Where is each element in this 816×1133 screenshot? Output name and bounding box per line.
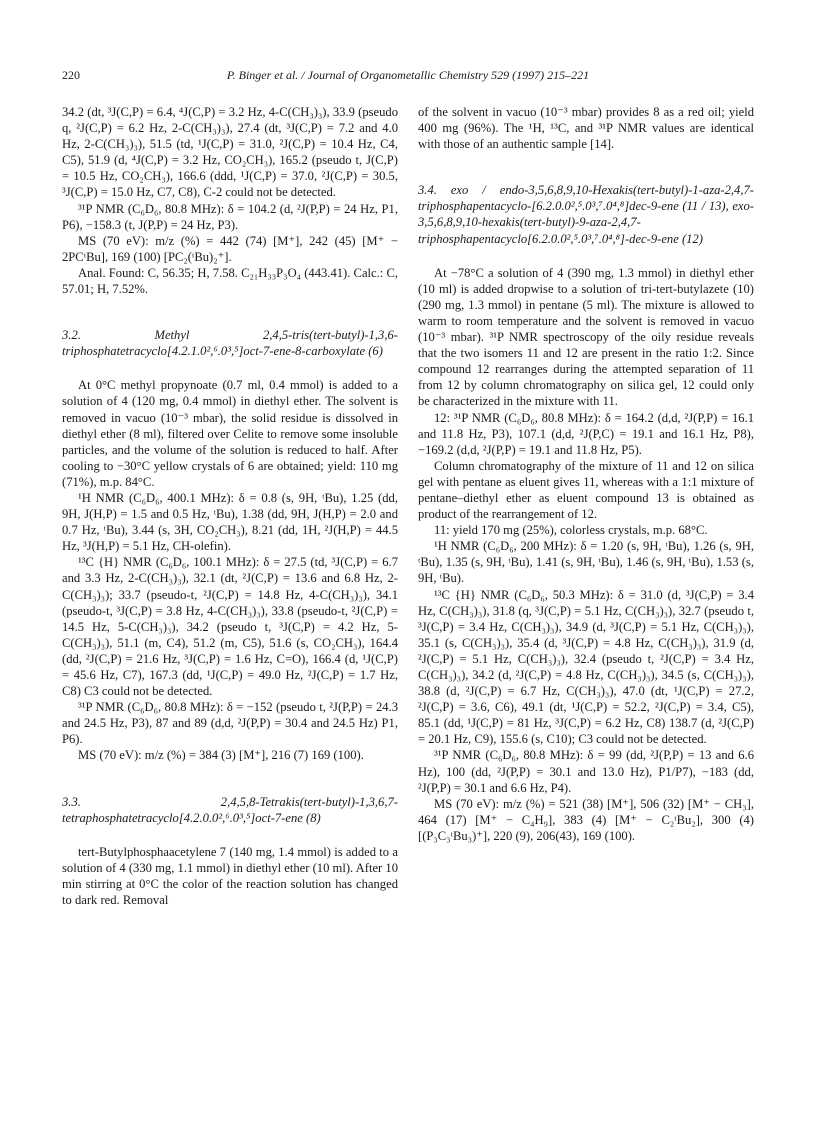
page-number: 220 [62,68,80,82]
paragraph: ³¹P NMR (C₆D₆, 80.8 MHz): δ = −152 (pseudo t, ²J(P,P) = 24.3 and 24.5 Hz, P3), 87 and 89 (d,d, ²J(P,P) = 30.4 and 24.5 Hz) P1, P6). [62,700,398,747]
paragraph: MS (70 eV): m/z (%) = 442 (74) [M⁺], 242 (45) [M⁺ − 2PCᵗBu], 169 (100) [PC₂(ᵗBu)₂⁺]. [62,233,398,264]
section-heading-3-2: 3.2. Methyl 2,4,5-tris(tert-butyl)-1,3,6-triphosphatetracyclo[4.2.1.0²,⁶.0³,⁵]oct-7-ene-8-carboxylate (6) [62,328,398,359]
paragraph: tert-Butylphosphaacetylene 7 (140 mg, 1.4 mmol) is added to a solution of 4 (330 mg, 1.1 mmol) in diethyl ether (10 ml). After 10 min stirring at 0°C the color of the reaction solution has changed to dark red. Removal [62,844,398,908]
paragraph: ¹³C {H} NMR (C₆D₆, 100.1 MHz): δ = 27.5 (td, ³J(C,P) = 6.7 and 3.3 Hz, 2-C(CH₃)₃), 32.1 (dt, ²J(C,P) = 13.6 and 6.8 Hz, 2-C(CH₃)₃); 33.7 (pseudo-t, ²J(C,P) = 14.8 Hz, 4-C(CH₃)₃), 34.1 (pseudo-t, ³J(C,P) = 3.8 Hz, 4-C(CH₃)₃), 33.8 (pseudo-t, ²J(C,P) = 14.5 Hz, 5-C(CH₃)₃), 34.2 (pseudo t, ³J(C,P) = 4.2 Hz, 5-C(CH₃)₃), 51.1 (m, C4), 51.2 (m, C5), 51.6 (s, CO₂CH₃), 164.4 (dd, ²J(C,P) = 21.6 Hz, ³J(C,P) = 1.6 Hz, C=O), 166.4 (d, ¹J(C,P) = 45.6 Hz, C7), 167.3 (dd, ¹J(C,P) = 49.0 Hz, ²J(C,P) = 1.7 Hz, C8) C3 could not be detected. [62,555,398,699]
paragraph: ³¹P NMR (C₆D₆, 80.8 MHz): δ = 99 (dd, ²J(P,P) = 13 and 6.6 Hz), 100 (dd, ²J(P,P) = 30.1 and 13.0 Hz), P1/P7), −183 (dd, ²J(P,P) = 30.1 and 6.6 Hz, P4). [418,748,754,795]
section-heading-3-4: 3.4. exo / endo-3,5,6,8,9,10-Hexakis(tert-butyl)-1-aza-2,4,7-triphosphapentacyclo-[6.2.0.0²,⁵.0³,⁷.0⁴,⁸]dec-9-ene (11 / 13), exo-3,5,6,8,9,10-hexakis(tert-butyl)-9-aza-2,4,7-triphosphapentacyclo[6.2.0.0²,⁵.0³,⁷.0⁴,⁸]-dec-9-ene (12) [418,183,754,246]
page-header [62,68,754,86]
paragraph: ¹³C {H} NMR (C₆D₆, 50.3 MHz): δ = 31.0 (d, ³J(C,P) = 3.4 Hz, C(CH₃)₃), 31.8 (q, ³J(C,P) = 5.1 Hz, C(CH₃)₃), 32.7 (pseudo t, ³J(C,P) = 3.4 Hz, C(CH₃)₃), 34.9 (d, ³J(C,P) = 5.1 Hz, C(CH₃)₃), 35.1 (s, C(CH₃)₃), 35.4 (d, ³J(C,P) = 4.8 Hz, C(CH₃)₃), 31.9 (d, ²J(C,P) = 5.1 Hz, C(CH₃)₃), 32.4 (pseudo t, ²J(C,P) = 3.4 Hz, C(CH₃)₃), 34.2 (d, ²J(C,P) = 4.8 Hz, C(CH₃)₃), 34.5 (s, C(CH₃)₃), 38.8 (d, ²J(C,P) = 6.7 Hz, C(CH₃)₃), 47.0 (dt, ¹J(C,P) = 27.2, ²J(C,P) = 3.6, C6), 49.1 (dt, ¹J(C,P) = 52.2, ²J(C,P) = 3.4, C5), 85.1 (dd, ¹J(C,P) = 81 Hz, ³J(C,P) = 6.2 Hz, C8) 138.7 (d, ²J(C,P) = 20.1 Hz, C9), 155.6 (s, C10); C3 could not be detected. [418,587,754,747]
paragraph: 12: ³¹P NMR (C₆D₆, 80.8 MHz): δ = 164.2 (d,d, ²J(P,P) = 16.1 and 11.8 Hz, P3), 107.1 (d,d, ²J(P,C) = 19.1 and 16.1 Hz, P8), −169.2 (d,d, ²J(P,P) = 19.1 and 11.8 Hz, P5). [418,410,754,457]
section-heading-3-3: 3.3. 2,4,5,8-Tetrakis(tert-butyl)-1,3,6,7-tetraphosphatetracyclo[4.2.0.0²,⁶.0³,⁵]oct-7-ene (8) [62,794,398,825]
paragraph: ³¹P NMR (C₆D₆, 80.8 MHz): δ = 104.2 (d, ²J(P,P) = 24 Hz, P1, P6), −158.3 (t, J(P,P) = 24 Hz, P3). [62,201,398,232]
paragraph: At −78°C a solution of 4 (390 mg, 1.3 mmol) in diethyl ether (10 ml) is added dropwise to a solution of tri-tert-butylazete (10) (290 mg, 1.3 mmol) in pentane (5 ml). The mixture is allowed to warm to room temperature and the solvent is removed in vacuo (10⁻³ mbar). ³¹P NMR spectroscopy of the oily residue reveals that the two isomers 11 and 12 are present in the ratio 1:2. Since compound 12 rearranges during the attempted separation of 11 from 12 by column chromatography on silica gel, 12 could only be characterized in the mixture with 11. [418,265,754,409]
left-column [62,104,398,908]
paragraph: of the solvent in vacuo (10⁻³ mbar) provides 8 as a red oil; yield 400 mg (96%). The ¹H, ¹³C, and ³¹P NMR values are identical with those of an authentic sample [14]. [418,105,754,152]
paragraph: At 0°C methyl propynoate (0.7 ml, 0.4 mmol) is added to a solution of 4 (120 mg, 0.4 mmol) in diethyl ether. The solvent is removed in vacuo (10⁻³ mbar), the solid residue is dissolved in diethyl ether (8 ml), filtered over Celite to remove some insoluble particles, and the volume of the solution is reduced to half. After cooling to −30°C yellow crystals of 6 are obtained; yield: 110 mg (71%), m.p. 84°C. [62,378,398,489]
paragraph: Column chromatography of the mixture of 11 and 12 on silica gel with pentane as eluent gives 11, whereas with a 1:1 mixture of pentane–diethyl ether as eluent compound 13 is obtained as product of the rearrangement of 12. [418,458,754,522]
paragraph: MS (70 eV): m/z (%) = 521 (38) [M⁺], 506 (32) [M⁺ − CH₃], 464 (17) [M⁺ − C₄H₉], 383 (4) [M⁺ − C₂ᵗBu₂], 300 (4) [(P₃C₃ᵗBu₃)⁺], 220 (9), 206(43), 169 (100). [418,796,754,843]
running-title: P. Binger et al. / Journal of Organometallic Chemistry 529 (1997) 215–221 [226,68,590,82]
right-column [418,104,754,844]
paragraph: 34.2 (dt, ³J(C,P) = 6.4, ⁴J(C,P) = 3.2 Hz, 4-C(CH₃)₃), 33.9 (pseudo q, ²J(C,P) = 6.2 Hz, 2-C(CH₃)₃), 27.4 (dt, ³J(C,P) = 7.2 and 4.0 Hz, 2-C(CH₃)₃), 51.5 (td, ¹J(C,P) = 31.0, ²J(C,P) = 10.4 Hz, C4, C5), 51.9 (d, ⁴J(C,P) = 3.2 Hz, CO₂CH₃), 165.2 (pseudo t, J(C,P) = 10.5 Hz, CO₂CH₃), 166.6 (ddd, ¹J(C,P) = 37.0, ²J(C,P) = 30.5, ³J(C,P) = 15.0 Hz, C7, C8), C-2 could not be detected. [62,105,398,200]
paragraph: Anal. Found: C, 56.35; H, 7.58. C₂₁H₃₃P₃O₄ (443.41). Calc.: C, 57.01; H, 7.52%. [62,265,398,297]
paragraph: ¹H NMR (C₆D₆, 400.1 MHz): δ = 0.8 (s, 9H, ᵗBu), 1.25 (dd, 9H, J(H,P) = 1.5 and 0.5 Hz, ᵗBu), 1.38 (dd, 9H, J(H,P) = 2.0 and 0.7 Hz, ᵗBu), 3.44 (s, 3H, CO₂CH₃), 8.21 (dd, 1H, ²J(H,P) = 44.5 Hz, ³J(H,P) = 5.1 Hz, CH-olefin). [62,490,398,554]
paragraph: MS (70 eV): m/z (%) = 384 (3) [M⁺], 216 (7) 169 (100). [78,748,364,763]
paragraph: 11: yield 170 mg (25%), colorless crystals, m.p. 68°C. [434,523,708,538]
paragraph: ¹H NMR (C₆D₆, 200 MHz): δ = 1.20 (s, 9H, ᵗBu), 1.26 (s, 9H, ᵗBu), 1.35 (s, 9H, ᵗBu), 1.41 (s, 9H, ᵗBu), 1.46 (s, 9H, ᵗBu), 1.53 (s, 9H, ᵗBu). [418,539,754,586]
